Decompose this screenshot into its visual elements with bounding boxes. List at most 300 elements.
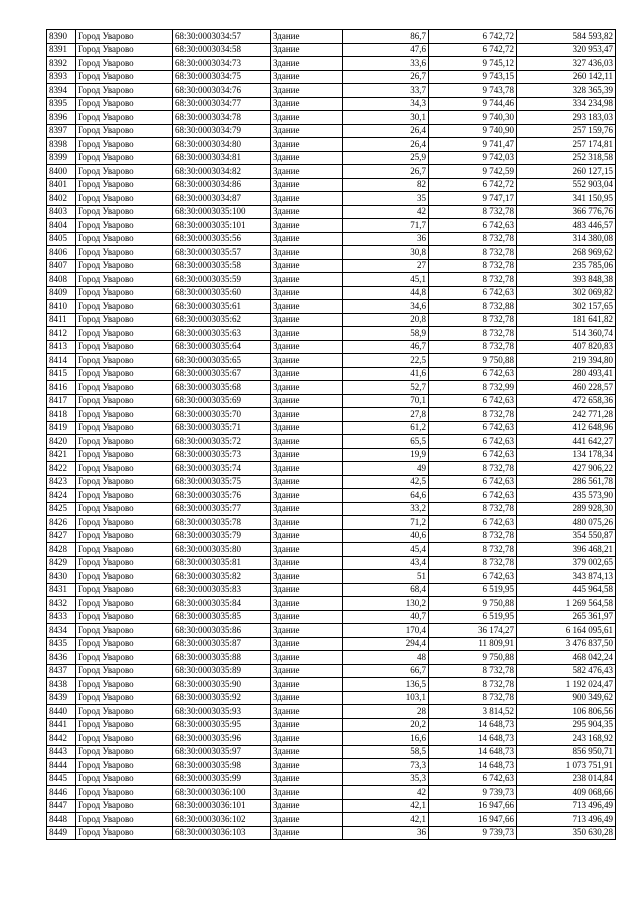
cell-cadastral-number: 68:30:0003035:56 (173, 232, 271, 246)
cell-settlement-name: Город Уварово (76, 30, 173, 44)
cell-specific-value: 8 732,78 (429, 246, 517, 260)
cell-row-number: 8425 (47, 502, 76, 516)
cell-cadastral-number: 68:30:0003035:95 (173, 718, 271, 732)
cell-settlement-name: Город Уварово (76, 826, 173, 840)
cell-settlement-name: Город Уварово (76, 745, 173, 759)
cell-specific-value: 6 742,72 (429, 178, 517, 192)
cell-cadastral-value: 472 658,36 (517, 394, 616, 408)
cell-row-number: 8439 (47, 691, 76, 705)
cell-row-number: 8440 (47, 705, 76, 719)
cell-row-number: 8443 (47, 745, 76, 759)
cell-area: 136,5 (343, 678, 429, 692)
cell-area: 64,6 (343, 489, 429, 503)
cell-settlement-name: Город Уварово (76, 205, 173, 219)
cell-object-type: Здание (271, 394, 343, 408)
cell-row-number: 8408 (47, 273, 76, 287)
cell-row-number: 8427 (47, 529, 76, 543)
cell-area: 68,4 (343, 583, 429, 597)
cell-area: 25,9 (343, 151, 429, 165)
table-row (47, 57, 616, 71)
table-row (47, 813, 616, 827)
table-row (47, 70, 616, 84)
table-row (47, 421, 616, 435)
cell-cadastral-number: 68:30:0003035:98 (173, 759, 271, 773)
cell-area: 26,4 (343, 124, 429, 138)
cell-area: 294,4 (343, 637, 429, 651)
table-row (47, 529, 616, 543)
cell-specific-value: 9 739,73 (429, 786, 517, 800)
cell-cadastral-number: 68:30:0003035:79 (173, 529, 271, 543)
cell-object-type: Здание (271, 84, 343, 98)
cell-cadastral-value: 134 178,34 (517, 448, 616, 462)
cell-row-number: 8432 (47, 597, 76, 611)
cell-settlement-name: Город Уварово (76, 192, 173, 206)
cell-cadastral-number: 68:30:0003035:99 (173, 772, 271, 786)
cell-cadastral-number: 68:30:0003035:101 (173, 219, 271, 233)
cell-settlement-name: Город Уварово (76, 772, 173, 786)
cell-cadastral-value: 514 360,74 (517, 327, 616, 341)
cell-object-type: Здание (271, 178, 343, 192)
cell-cadastral-value: 257 159,76 (517, 124, 616, 138)
cell-object-type: Здание (271, 597, 343, 611)
cell-cadastral-value: 242 771,28 (517, 408, 616, 422)
cell-settlement-name: Город Уварово (76, 624, 173, 638)
cell-cadastral-number: 68:30:0003035:75 (173, 475, 271, 489)
cell-object-type: Здание (271, 259, 343, 273)
cell-area: 61,2 (343, 421, 429, 435)
cell-object-type: Здание (271, 192, 343, 206)
cell-area: 20,2 (343, 718, 429, 732)
cell-cadastral-value: 445 964,58 (517, 583, 616, 597)
cell-cadastral-value: 238 014,84 (517, 772, 616, 786)
table-row (47, 732, 616, 746)
cell-area: 30,1 (343, 111, 429, 125)
cell-row-number: 8436 (47, 651, 76, 665)
cell-specific-value: 9 744,46 (429, 97, 517, 111)
cell-specific-value: 9 750,88 (429, 354, 517, 368)
cell-cadastral-value: 1 192 024,47 (517, 678, 616, 692)
cell-cadastral-number: 68:30:0003035:86 (173, 624, 271, 638)
cell-cadastral-number: 68:30:0003035:89 (173, 664, 271, 678)
cell-row-number: 8407 (47, 259, 76, 273)
cell-specific-value: 6 742,63 (429, 367, 517, 381)
cell-row-number: 8442 (47, 732, 76, 746)
cell-object-type: Здание (271, 205, 343, 219)
cell-area: 22,5 (343, 354, 429, 368)
cell-row-number: 8390 (47, 30, 76, 44)
table-row (47, 799, 616, 813)
table-row (47, 124, 616, 138)
cell-specific-value: 6 742,63 (429, 772, 517, 786)
cell-settlement-name: Город Уварово (76, 394, 173, 408)
cell-specific-value: 8 732,78 (429, 259, 517, 273)
cell-cadastral-number: 68:30:0003034:81 (173, 151, 271, 165)
cell-row-number: 8394 (47, 84, 76, 98)
cell-specific-value: 6 742,63 (429, 435, 517, 449)
cell-cadastral-number: 68:30:0003035:72 (173, 435, 271, 449)
cell-row-number: 8418 (47, 408, 76, 422)
cell-settlement-name: Город Уварово (76, 259, 173, 273)
cell-specific-value: 8 732,78 (429, 462, 517, 476)
cell-settlement-name: Город Уварово (76, 786, 173, 800)
cell-cadastral-number: 68:30:0003035:78 (173, 516, 271, 530)
cell-cadastral-value: 483 446,57 (517, 219, 616, 233)
cell-cadastral-value: 235 785,06 (517, 259, 616, 273)
cell-cadastral-value: 582 476,43 (517, 664, 616, 678)
cell-cadastral-value: 302 157,65 (517, 300, 616, 314)
cell-cadastral-value: 396 468,21 (517, 543, 616, 557)
cell-cadastral-number: 68:30:0003035:83 (173, 583, 271, 597)
cell-settlement-name: Город Уварово (76, 43, 173, 57)
cell-object-type: Здание (271, 273, 343, 287)
cell-cadastral-value: 106 806,56 (517, 705, 616, 719)
cell-specific-value: 6 519,95 (429, 610, 517, 624)
cell-cadastral-value: 460 228,57 (517, 381, 616, 395)
cell-cadastral-number: 68:30:0003034:77 (173, 97, 271, 111)
cell-cadastral-number: 68:30:0003034:76 (173, 84, 271, 98)
cell-row-number: 8435 (47, 637, 76, 651)
cell-cadastral-number: 68:30:0003035:84 (173, 597, 271, 611)
cell-settlement-name: Город Уварово (76, 219, 173, 233)
cell-specific-value: 6 742,72 (429, 30, 517, 44)
cell-specific-value: 9 743,15 (429, 70, 517, 84)
cell-specific-value: 14 648,73 (429, 759, 517, 773)
cell-cadastral-value: 480 075,26 (517, 516, 616, 530)
cell-row-number: 8404 (47, 219, 76, 233)
cell-row-number: 8415 (47, 367, 76, 381)
cell-cadastral-number: 68:30:0003036:103 (173, 826, 271, 840)
cell-row-number: 8424 (47, 489, 76, 503)
cell-row-number: 8434 (47, 624, 76, 638)
table-row (47, 705, 616, 719)
cell-settlement-name: Город Уварово (76, 732, 173, 746)
table-row (47, 367, 616, 381)
cell-row-number: 8397 (47, 124, 76, 138)
cell-settlement-name: Город Уварово (76, 354, 173, 368)
cell-area: 58,9 (343, 327, 429, 341)
cell-cadastral-value: 713 496,49 (517, 813, 616, 827)
cell-specific-value: 8 732,78 (429, 664, 517, 678)
cell-object-type: Здание (271, 313, 343, 327)
cell-specific-value: 8 732,78 (429, 232, 517, 246)
cell-row-number: 8449 (47, 826, 76, 840)
cell-settlement-name: Город Уварово (76, 570, 173, 584)
table-row (47, 219, 616, 233)
cell-cadastral-number: 68:30:0003034:86 (173, 178, 271, 192)
cell-object-type: Здание (271, 232, 343, 246)
cell-specific-value: 9 747,17 (429, 192, 517, 206)
table-row (47, 205, 616, 219)
cell-settlement-name: Город Уварово (76, 556, 173, 570)
cell-object-type: Здание (271, 516, 343, 530)
cell-settlement-name: Город Уварово (76, 313, 173, 327)
cell-object-type: Здание (271, 354, 343, 368)
cell-settlement-name: Город Уварово (76, 57, 173, 71)
table-row (47, 84, 616, 98)
cell-settlement-name: Город Уварово (76, 651, 173, 665)
cell-settlement-name: Город Уварово (76, 516, 173, 530)
cell-cadastral-number: 68:30:0003036:101 (173, 799, 271, 813)
cell-row-number: 8433 (47, 610, 76, 624)
cell-cadastral-value: 713 496,49 (517, 799, 616, 813)
cell-cadastral-value: 441 642,27 (517, 435, 616, 449)
cell-area: 66,7 (343, 664, 429, 678)
cell-row-number: 8444 (47, 759, 76, 773)
cell-cadastral-value: 268 969,62 (517, 246, 616, 260)
cell-settlement-name: Город Уварово (76, 111, 173, 125)
cell-specific-value: 9 743,78 (429, 84, 517, 98)
cell-object-type: Здание (271, 786, 343, 800)
cell-area: 35,3 (343, 772, 429, 786)
cell-object-type: Здание (271, 421, 343, 435)
cell-row-number: 8431 (47, 583, 76, 597)
cell-area: 36 (343, 826, 429, 840)
table-row (47, 516, 616, 530)
cell-area: 26,4 (343, 138, 429, 152)
table-row (47, 610, 616, 624)
cell-area: 26,7 (343, 165, 429, 179)
cell-cadastral-value: 260 127,15 (517, 165, 616, 179)
cell-cadastral-number: 68:30:0003035:77 (173, 502, 271, 516)
cell-area: 35 (343, 192, 429, 206)
cell-area: 27,8 (343, 408, 429, 422)
cell-settlement-name: Город Уварово (76, 286, 173, 300)
cell-settlement-name: Город Уварово (76, 475, 173, 489)
cell-cadastral-number: 68:30:0003036:100 (173, 786, 271, 800)
cell-row-number: 8403 (47, 205, 76, 219)
table-row (47, 786, 616, 800)
table-row (47, 664, 616, 678)
cell-object-type: Здание (271, 678, 343, 692)
cell-settlement-name: Город Уварово (76, 232, 173, 246)
cell-cadastral-value: 334 234,98 (517, 97, 616, 111)
cell-settlement-name: Город Уварово (76, 637, 173, 651)
cell-cadastral-value: 243 168,92 (517, 732, 616, 746)
table-row (47, 97, 616, 111)
cell-area: 71,7 (343, 219, 429, 233)
table-row (47, 246, 616, 260)
cell-object-type: Здание (271, 381, 343, 395)
cell-object-type: Здание (271, 448, 343, 462)
cell-object-type: Здание (271, 529, 343, 543)
cell-cadastral-value: 409 068,66 (517, 786, 616, 800)
cell-cadastral-value: 257 174,81 (517, 138, 616, 152)
cell-cadastral-number: 68:30:0003035:59 (173, 273, 271, 287)
cell-object-type: Здание (271, 637, 343, 651)
cell-specific-value: 6 742,63 (429, 516, 517, 530)
table-row (47, 340, 616, 354)
cell-cadastral-value: 320 953,47 (517, 43, 616, 57)
cell-cadastral-number: 68:30:0003036:102 (173, 813, 271, 827)
cell-settlement-name: Город Уварово (76, 246, 173, 260)
cell-object-type: Здание (271, 610, 343, 624)
table-row (47, 556, 616, 570)
cell-cadastral-number: 68:30:0003035:76 (173, 489, 271, 503)
cell-row-number: 8410 (47, 300, 76, 314)
table-row (47, 826, 616, 840)
cell-object-type: Здание (271, 691, 343, 705)
cell-cadastral-number: 68:30:0003034:87 (173, 192, 271, 206)
cell-object-type: Здание (271, 826, 343, 840)
cell-object-type: Здание (271, 408, 343, 422)
cell-object-type: Здание (271, 57, 343, 71)
cell-area: 49 (343, 462, 429, 476)
table-row (47, 408, 616, 422)
cell-object-type: Здание (271, 718, 343, 732)
cell-area: 27 (343, 259, 429, 273)
cell-area: 71,2 (343, 516, 429, 530)
cell-cadastral-value: 343 874,13 (517, 570, 616, 584)
table-row (47, 759, 616, 773)
cell-area: 36 (343, 232, 429, 246)
cell-row-number: 8438 (47, 678, 76, 692)
cell-settlement-name: Город Уварово (76, 610, 173, 624)
table-row (47, 502, 616, 516)
cell-row-number: 8448 (47, 813, 76, 827)
cell-cadastral-number: 68:30:0003035:80 (173, 543, 271, 557)
table-row (47, 300, 616, 314)
cell-object-type: Здание (271, 165, 343, 179)
table-body (47, 30, 616, 840)
cadastral-table (46, 29, 616, 840)
cell-object-type: Здание (271, 97, 343, 111)
cell-object-type: Здание (271, 489, 343, 503)
cell-settlement-name: Город Уварово (76, 124, 173, 138)
cell-area: 20,8 (343, 313, 429, 327)
cell-cadastral-number: 68:30:0003035:70 (173, 408, 271, 422)
cell-specific-value: 9 740,30 (429, 111, 517, 125)
cell-object-type: Здание (271, 138, 343, 152)
cell-cadastral-number: 68:30:0003035:93 (173, 705, 271, 719)
cell-area: 73,3 (343, 759, 429, 773)
cell-area: 34,6 (343, 300, 429, 314)
table-row (47, 259, 616, 273)
cell-row-number: 8419 (47, 421, 76, 435)
cell-cadastral-number: 68:30:0003035:68 (173, 381, 271, 395)
cell-cadastral-value: 260 142,11 (517, 70, 616, 84)
table-row (47, 691, 616, 705)
cell-settlement-name: Город Уварово (76, 597, 173, 611)
cell-settlement-name: Город Уварово (76, 367, 173, 381)
cell-settlement-name: Город Уварово (76, 300, 173, 314)
cell-object-type: Здание (271, 772, 343, 786)
cell-area: 52,7 (343, 381, 429, 395)
cell-object-type: Здание (271, 759, 343, 773)
cell-cadastral-number: 68:30:0003035:82 (173, 570, 271, 584)
cell-object-type: Здание (271, 624, 343, 638)
cell-specific-value: 8 732,99 (429, 381, 517, 395)
cell-settlement-name: Город Уварово (76, 165, 173, 179)
cell-row-number: 8393 (47, 70, 76, 84)
cell-area: 40,6 (343, 529, 429, 543)
cell-area: 130,2 (343, 597, 429, 611)
table-row (47, 718, 616, 732)
cell-area: 48 (343, 651, 429, 665)
table-row (47, 624, 616, 638)
cell-area: 42 (343, 205, 429, 219)
cell-row-number: 8446 (47, 786, 76, 800)
cell-cadastral-number: 68:30:0003034:73 (173, 57, 271, 71)
cell-area: 86,7 (343, 30, 429, 44)
cell-area: 170,4 (343, 624, 429, 638)
cell-cadastral-number: 68:30:0003035:62 (173, 313, 271, 327)
cell-specific-value: 9 739,73 (429, 826, 517, 840)
cell-object-type: Здание (271, 367, 343, 381)
cell-specific-value: 9 750,88 (429, 597, 517, 611)
cell-row-number: 8447 (47, 799, 76, 813)
table-row (47, 286, 616, 300)
cell-cadastral-number: 68:30:0003034:78 (173, 111, 271, 125)
cell-settlement-name: Город Уварово (76, 421, 173, 435)
cell-cadastral-number: 68:30:0003035:74 (173, 462, 271, 476)
cell-cadastral-value: 280 493,41 (517, 367, 616, 381)
cell-area: 33,2 (343, 502, 429, 516)
cell-specific-value: 14 648,73 (429, 718, 517, 732)
cell-object-type: Здание (271, 502, 343, 516)
cell-area: 58,5 (343, 745, 429, 759)
cell-cadastral-number: 68:30:0003035:96 (173, 732, 271, 746)
cell-specific-value: 9 745,12 (429, 57, 517, 71)
cell-cadastral-value: 412 648,96 (517, 421, 616, 435)
cell-row-number: 8411 (47, 313, 76, 327)
cell-area: 16,6 (343, 732, 429, 746)
cell-area: 33,7 (343, 84, 429, 98)
cell-area: 19,9 (343, 448, 429, 462)
cell-settlement-name: Город Уварово (76, 759, 173, 773)
cell-specific-value: 6 742,63 (429, 286, 517, 300)
cell-settlement-name: Город Уварово (76, 151, 173, 165)
cell-row-number: 8416 (47, 381, 76, 395)
cell-row-number: 8398 (47, 138, 76, 152)
table-row (47, 435, 616, 449)
cell-specific-value: 8 732,78 (429, 313, 517, 327)
cell-specific-value: 16 947,66 (429, 813, 517, 827)
cell-cadastral-value: 584 593,82 (517, 30, 616, 44)
cell-row-number: 8413 (47, 340, 76, 354)
cell-specific-value: 8 732,78 (429, 691, 517, 705)
table-row (47, 489, 616, 503)
cell-object-type: Здание (271, 583, 343, 597)
table-row (47, 583, 616, 597)
table-row (47, 43, 616, 57)
table-row (47, 327, 616, 341)
cell-row-number: 8412 (47, 327, 76, 341)
cell-area: 51 (343, 570, 429, 584)
cell-area: 42,1 (343, 799, 429, 813)
cell-cadastral-value: 407 820,83 (517, 340, 616, 354)
cell-cadastral-value: 468 042,24 (517, 651, 616, 665)
cell-settlement-name: Город Уварово (76, 138, 173, 152)
cell-object-type: Здание (271, 151, 343, 165)
cell-specific-value: 6 742,63 (429, 489, 517, 503)
cell-cadastral-value: 1 269 564,58 (517, 597, 616, 611)
cell-settlement-name: Город Уварово (76, 583, 173, 597)
cell-settlement-name: Город Уварово (76, 273, 173, 287)
cell-specific-value: 6 742,63 (429, 448, 517, 462)
cell-settlement-name: Город Уварово (76, 408, 173, 422)
cell-object-type: Здание (271, 813, 343, 827)
table-row (47, 543, 616, 557)
cell-cadastral-number: 68:30:0003035:85 (173, 610, 271, 624)
cell-cadastral-value: 289 928,30 (517, 502, 616, 516)
cell-object-type: Здание (271, 651, 343, 665)
cell-object-type: Здание (271, 124, 343, 138)
cell-settlement-name: Город Уварово (76, 381, 173, 395)
cell-cadastral-value: 293 183,03 (517, 111, 616, 125)
cell-row-number: 8395 (47, 97, 76, 111)
cell-cadastral-number: 68:30:0003034:58 (173, 43, 271, 57)
cell-cadastral-value: 435 573,90 (517, 489, 616, 503)
